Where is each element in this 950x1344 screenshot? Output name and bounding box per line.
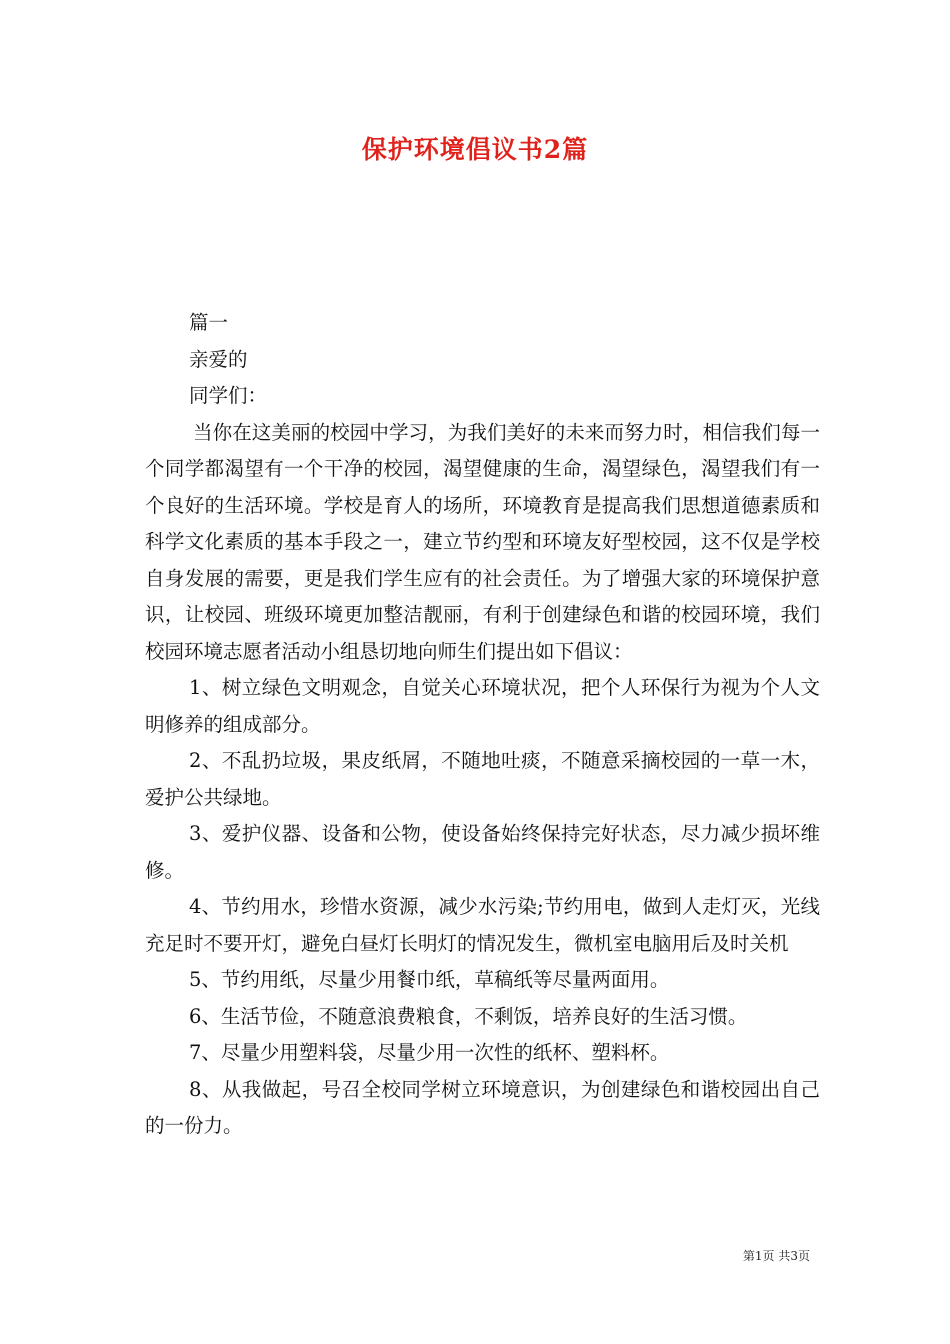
salutation-line-2: 同学们：: [189, 384, 268, 407]
salutation-line-1: 亲爱的: [189, 347, 248, 371]
intro-paragraph: 当你在这美丽的校园中学习，为我们美好的未来而努力时，相信我们每一个同学都渴望有一个干净的校园，渴望健康的生命，渴望绿色，渴望我们有一个良好的生活环境。学校是育人的场所，环境教育是提高我们思想道德素质和科学文化素质的基本手段之一，建立节约型和环境友好型校园，这不仅是学校自身发展的需要，更是我们学生应有的社会责任。为了增强大家的环境保护意识，让校园、班级环境更加整洁靓丽，有利于创建绿色和谐的校园环境，我们校园环境志愿者活动小组恳切地向师生们提出如下倡议：: [145, 420, 820, 663]
section-label: 篇一: [189, 311, 229, 334]
page-number: 第1页 共3页: [742, 1249, 810, 1263]
proposal-item-3: 3、爱护仪器、设备和公物，使设备始终保持完好状态，尽力减少损坏维修。: [145, 822, 820, 882]
document-body: [145, 305, 820, 1145]
proposal-item-4: 4、节约用水，珍惜水资源，减少水污染;节约用电，做到人走灯灭，光线充足时不要开灯，避免白昼灯长明灯的情况发生，微机室电脑用后及时关机: [145, 895, 820, 955]
proposal-item-6: 6、生活节俭，不随意浪费粮食，不剩饭，培养良好的生活习惯。: [189, 1004, 748, 1028]
document-title: 保护环境倡议书2篇: [361, 135, 589, 164]
proposal-item-5: 5、节约用纸，尽量少用餐巾纸，草稿纸等尽量两面用。: [189, 968, 670, 991]
proposal-item-8: 8、从我做起，号召全校同学树立环境意识，为创建绿色和谐校园出自己的一份力。: [145, 1077, 820, 1137]
proposal-item-7: 7、尽量少用塑料袋，尽量少用一次性的纸杯、塑料杯。: [189, 1041, 670, 1064]
proposal-item-1: 1、树立绿色文明观念，自觉关心环境状况，把个人环保行为视为个人文明修养的组成部分。: [145, 676, 820, 736]
proposal-item-2: 2、不乱扔垃圾，果皮纸屑，不随地吐痰，不随意采摘校园的一草一木，爱护公共绿地。: [145, 749, 820, 809]
